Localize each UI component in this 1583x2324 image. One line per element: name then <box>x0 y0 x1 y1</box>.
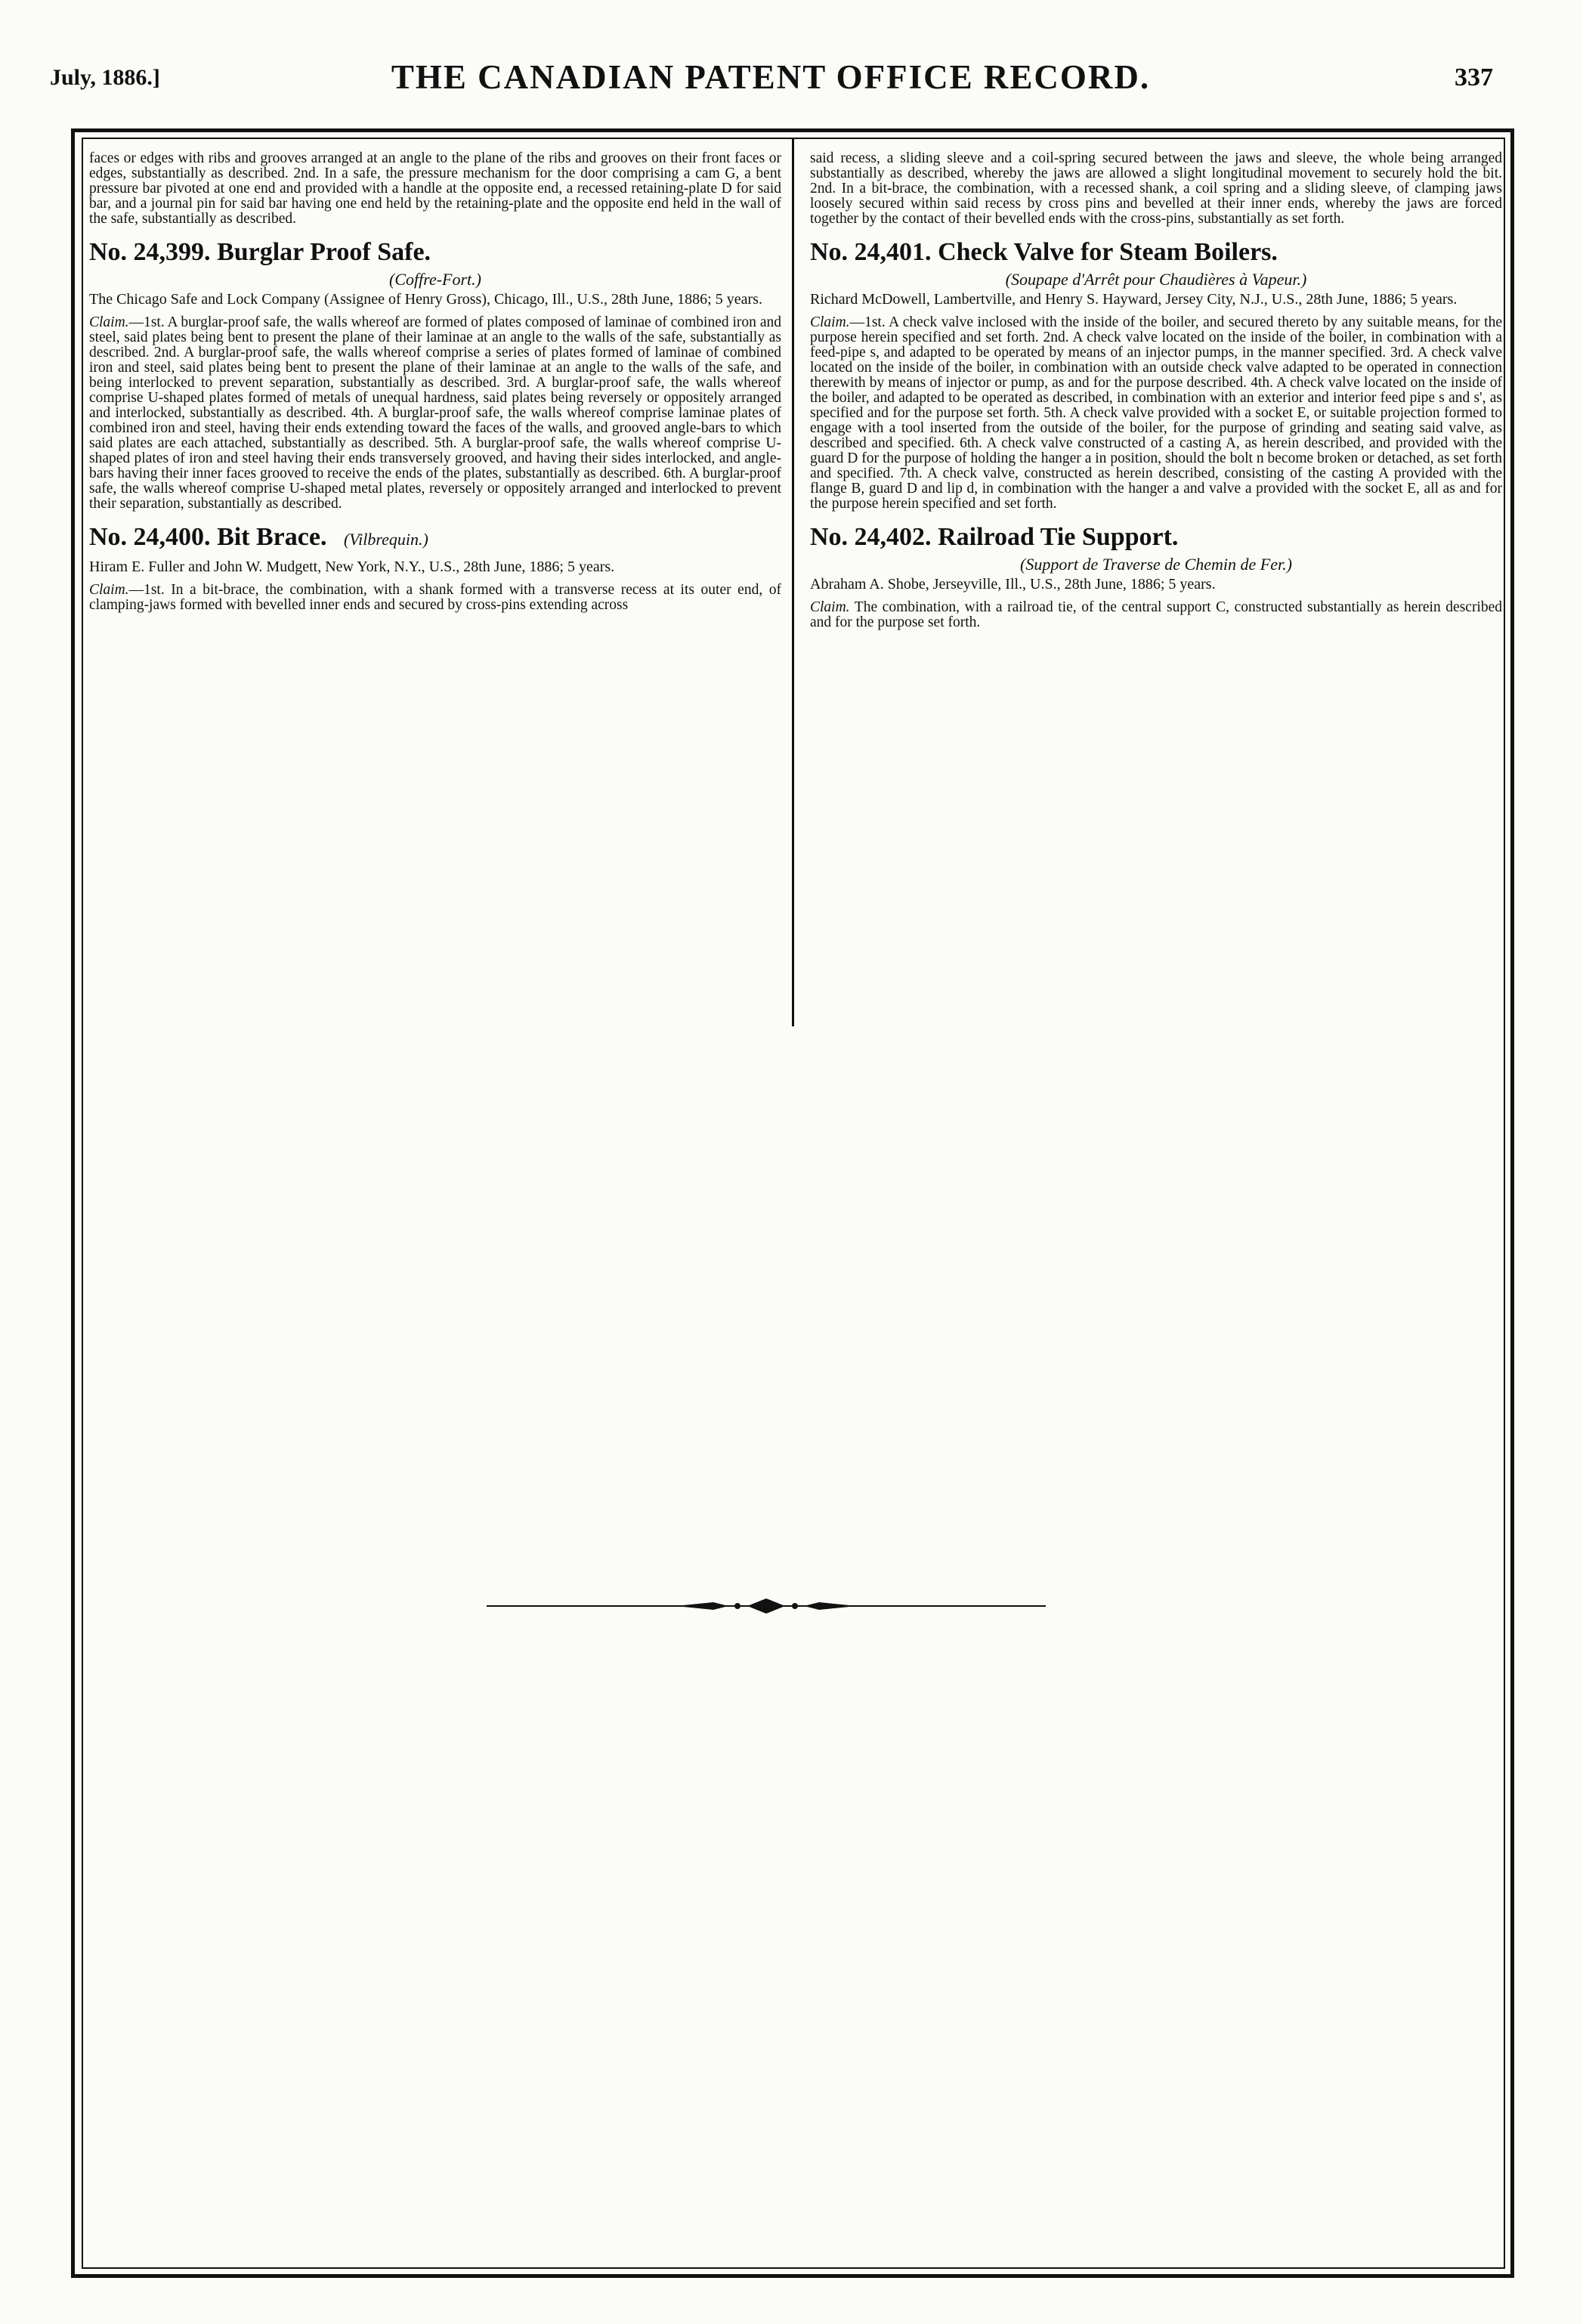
claim-text: The combination, with a railroad tie, of the central support C, constructed substantially as herein described and for the purpose set forth. <box>810 599 1503 630</box>
patent-entry-24401 <box>810 237 1502 512</box>
patent-number: No. 24,399. <box>89 238 211 266</box>
ornamental-divider <box>487 1595 1046 1617</box>
claim-text: —1st. In a bit-brace, the combination, with a shank formed with a transverse recess at its outer end, of clamping-jaws formed with bevelled inner ends and secured by cross-pins extending across <box>89 582 781 613</box>
patent-entry-24399 <box>89 237 781 512</box>
applicant-info: Abraham A. Shobe, Jerseyville, Ill., U.S., 28th June, 1886; 5 years. <box>810 576 1216 593</box>
patent-number: No. 24,402. <box>810 523 932 551</box>
patent-title: Bit Brace. <box>217 523 327 551</box>
patent-title: Burglar Proof Safe. <box>217 238 431 266</box>
patent-number: No. 24,401. <box>810 238 932 266</box>
claim-text: —1st. A burglar-proof safe, the walls whereof are formed of plates composed of laminae of combined iron and steel, said plates being bent to present the plane of their laminae at an angle to the walls of the safe, substantially as described. 2nd. A burglar-proof safe, the walls whereof comprise a series of plates formed of laminae of combined iron and steel, said plates being bent to present the plane of their laminae at an angle to the walls of the safe, and being interlocked to prevent separation, substantially as described. 3rd. A burglar-proof safe, the walls whereof comprise U-shaped plates formed of metals of unequal hardness, said plates being reversely or oppositely arranged and interlocked, substantially as described. 4th. A burglar-proof safe, the walls whereof comprise laminae plates of combined iron and steel, having their ends extending toward the faces of the walls, and grooved angle-bars to which said plates are each attached, substantially as described. 5th. A burglar-proof safe, the walls whereof comprise U-shaped plates of iron and steel having their ends transversely grooved, and having their sides interlocked, and angle-bars having their inner faces grooved to receive the ends of the plates, substantially as described. 6th. A burglar-proof safe, the walls whereof comprise U-shaped metal plates, reversely or oppositely arranged and interlocked to prevent their separation, substantially as described. <box>89 314 781 512</box>
claim-label: Claim. <box>89 314 129 330</box>
applicant-info: Hiram E. Fuller and John W. Mudgett, New York, N.Y., U.S., 28th June, 1886; 5 years. <box>89 559 615 575</box>
claim-text: —1st. A check valve inclosed with the inside of the boiler, and secured thereto by any suitable means, for the purpose herein specified and set forth. 2nd. A check valve located on the inside of the boiler, in combination with a feed-pipe s, and adapted to be operated by means of an injector pumps, in the manner specified. 3rd. A check valve located on the inside of the boiler, in combination with an outside check valve adapted to be operated in connection therewith by means of injector or pump, as and for the purpose described. 4th. A check valve located on the inside of the boiler, and adapted to be operated as described, in combination with an exterior and interior feed pipe s and s', as specified and for the purpose set forth. 5th. A check valve provided with a socket E, or suitable projection formed to engage with a tool inserted from the outside of the boiler, for the purpose of grinding and seating said valve, as described and specified. 6th. A check valve constructed of a casting A, as herein described, and provided with the guard D for the purpose of holding the hanger a in position, should the bolt n become broken or detached, as set forth and specified. 7th. A check valve, constructed as herein described, consisting of the casting A provided with the flange B, guard D and lip d, in combination with the hanger a and valve a provided with the socket E, all as and for the purpose herein specified and set forth. <box>810 314 1502 512</box>
french-title: (Support de Traverse de Chemin de Fer.) <box>1020 555 1292 574</box>
entry-heading <box>810 522 1502 552</box>
issue-date: July, 1886.] <box>50 65 160 90</box>
french-title: (Vilbrequin.) <box>343 530 428 549</box>
french-title: (Soupape d'Arrêt pour Chaudières à Vapeur.) <box>1005 270 1307 289</box>
page-header <box>45 54 1496 100</box>
patent-title: Railroad Tie Support. <box>938 523 1179 551</box>
entry-heading <box>89 522 781 555</box>
column-divider <box>792 138 794 1026</box>
french-title: (Coffre-Fort.) <box>389 270 481 289</box>
claim-paragraph <box>810 315 1502 512</box>
publication-title: THE CANADIAN PATENT OFFICE RECORD. <box>391 58 1151 96</box>
claim-label: Claim. <box>89 582 129 598</box>
claim-paragraph <box>89 583 781 613</box>
applicant-info: The Chicago Safe and Lock Company (Assignee of Henry Gross), Chicago, Ill., U.S., 28th June, 1886; 5 years. <box>89 291 762 308</box>
patent-entry-24400 <box>89 522 781 613</box>
claim-label: Claim. <box>810 314 850 330</box>
entry-heading <box>810 237 1502 268</box>
claim-paragraph <box>810 600 1502 630</box>
patent-number: No. 24,400. <box>89 523 211 551</box>
claim-label: Claim. <box>810 599 850 615</box>
left-column <box>89 151 781 620</box>
claim-paragraph <box>89 315 781 512</box>
applicant-info: Richard McDowell, Lambertville, and Henry S. Hayward, Jersey City, N.J., U.S., 28th June, 1886; 5 years. <box>810 291 1458 308</box>
right-column <box>810 151 1502 638</box>
page-number: 337 <box>1455 63 1493 91</box>
patent-title: Check Valve for Steam Boilers. <box>938 238 1278 266</box>
entry-heading <box>89 237 781 268</box>
continued-claim-text: said recess, a sliding sleeve and a coil-spring secured between the jaws and sleeve, the whole being arranged substantially as described, whereby the jaws are allowed a slight longitudinal movement to securely hold the bit. 2nd. In a bit-brace, the combination, with a recessed shank, a coil spring and a sliding sleeve, of clamping jaws loosely secured within said recess by cross pins and bevelled at their inner ends, whereby the jaws are forced together by the contact of their bevelled ends with the cross-pins, substantially as set forth. <box>810 150 1502 227</box>
patent-entry-24402 <box>810 522 1502 630</box>
continued-claim-text: faces or edges with ribs and grooves arranged at an angle to the plane of the ribs and grooves on their front faces or edges, substantially as described. 2nd. In a safe, the pressure mechanism for the door comprising a cam G, a bent pressure bar pivoted at one end and provided with a handle at the opposite end, a recessed retaining-plate D for said bar, and a journal pin for said bar having one end held by the retaining-plate and the opposite end held in the wall of the safe, substantially as described. <box>89 150 781 227</box>
